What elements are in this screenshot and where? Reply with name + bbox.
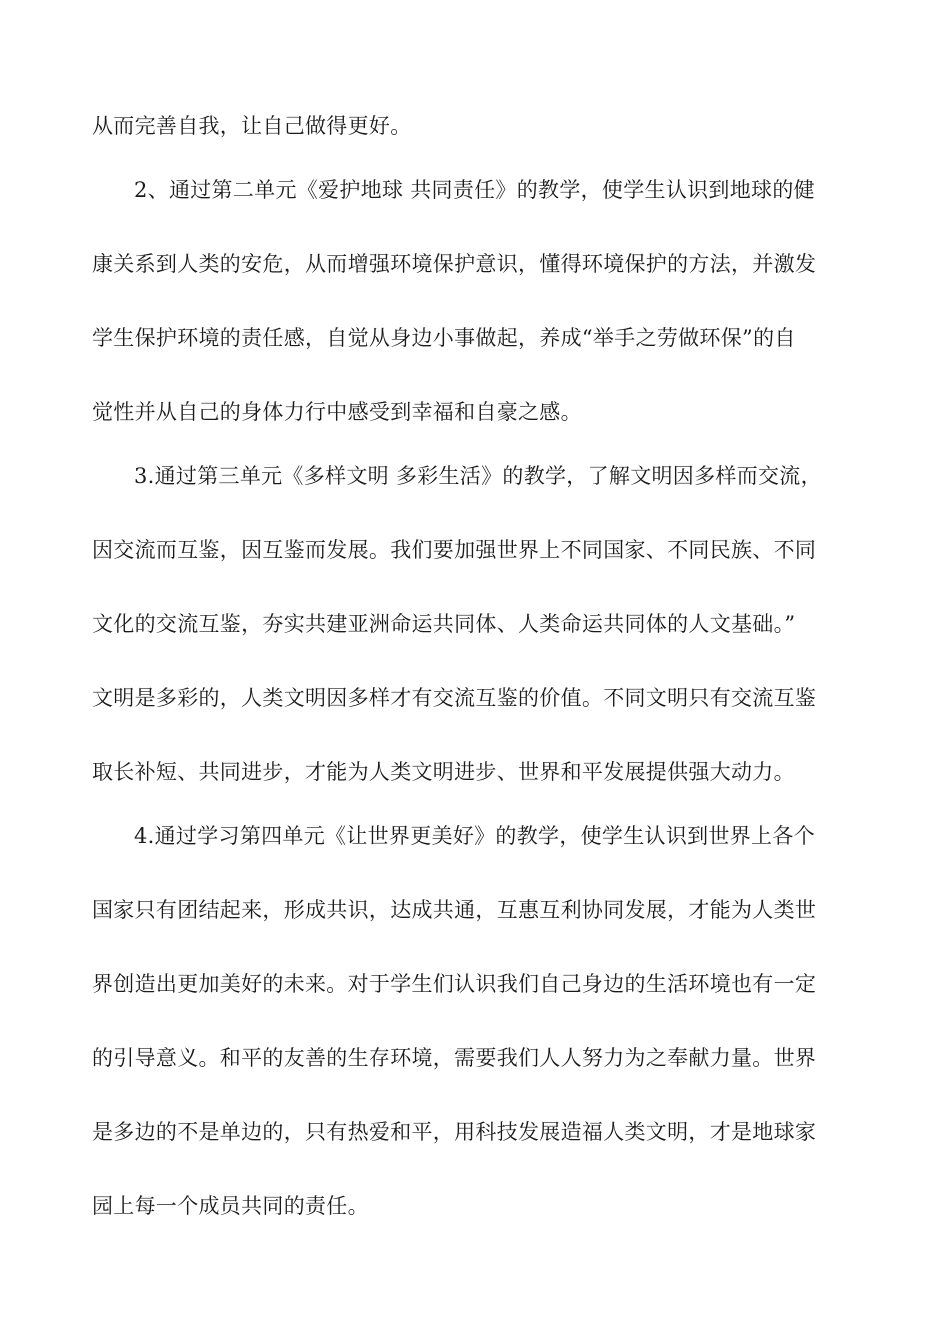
paragraph-2-start: 2、通过第二单元《爱护地球 共同责任》的教学，使学生认识到地球的健 (134, 178, 815, 202)
paragraph-3-start: 3.通过第三单元《多样文明 多彩生活》的教学，了解文明因多样而交流， (134, 464, 822, 488)
text-line: 觉性并从自己的身体力行中感受到幸福和自豪之感。 (92, 400, 582, 424)
text-line: 文化的交流互鉴，夯实共建亚洲命运共同体、人类命运共同体的人文基础。” (92, 612, 796, 636)
text-line: 文明是多彩的，人类文明因多样才有交流互鉴的价值。不同文明只有交流互鉴 (92, 686, 817, 710)
text-line: 从而完善自我，让自己做得更好。 (92, 114, 412, 138)
text-line: 因交流而互鉴，因互鉴而发展。我们要加强世界上不同国家、不同民族、不同 (92, 538, 817, 562)
text-line: 国家只有团结起来，形成共识，达成共通，互惠互利协同发展，才能为人类世 (92, 898, 817, 922)
text-line: 学生保护环境的责任感，自觉从身边小事做起，养成“举手之劳做环保”的自 (92, 326, 796, 350)
text-line: 取长补短、共同进步，才能为人类文明进步、世界和平发展提供强大动力。 (92, 760, 795, 784)
text-line: 是多边的不是单边的，只有热爱和平，用科技发展造福人类文明，才是地球家 (92, 1120, 817, 1144)
text-line: 的引导意义。和平的友善的生存环境，需要我们人人努力为之奉献力量。世界 (92, 1046, 817, 1070)
text-line: 界创造出更加美好的未来。对于学生们认识我们自己身边的生活环境也有一定 (92, 972, 817, 996)
paragraph-4-start: 4.通过学习第四单元《让世界更美好》的教学，使学生认识到世界上各个 (134, 824, 815, 848)
text-line: 康关系到人类的安危，从而增强环境保护意识，懂得环境保护的方法，并激发 (92, 252, 817, 276)
text-line: 园上每一个成员共同的责任。 (92, 1194, 369, 1218)
